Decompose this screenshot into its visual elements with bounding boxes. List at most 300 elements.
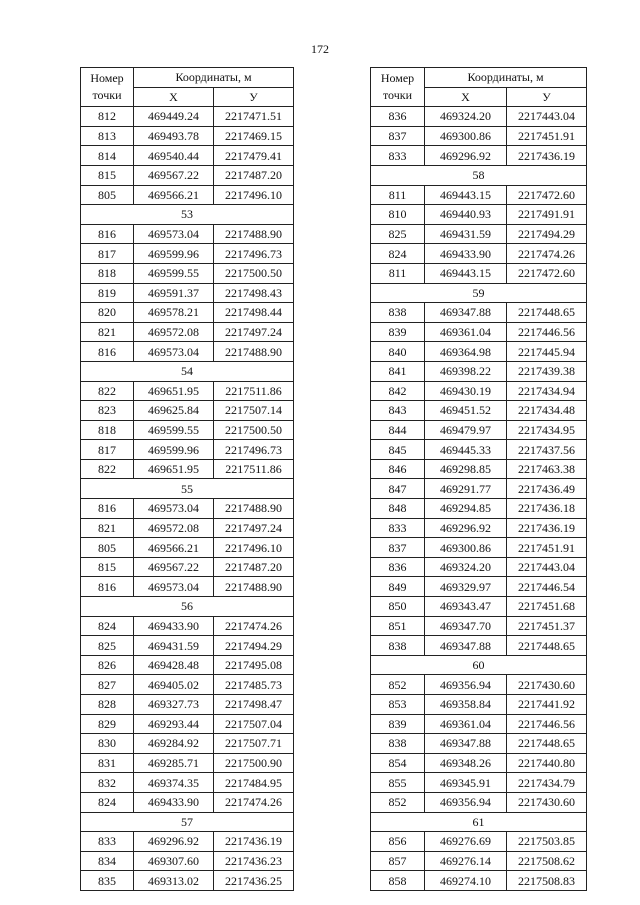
x-coordinate-cell: 469300.86 <box>425 126 507 146</box>
section-row <box>81 361 294 381</box>
point-number-cell: 824 <box>81 792 134 812</box>
y-coordinate-cell: 2217507.14 <box>214 401 294 421</box>
x-coordinate-cell: 469433.90 <box>134 616 214 636</box>
point-number-cell: 825 <box>371 224 425 244</box>
x-coordinate-cell: 469449.24 <box>134 107 214 127</box>
x-header: X <box>425 87 507 107</box>
section-row <box>371 655 587 675</box>
point-number-cell: 847 <box>371 479 425 499</box>
point-number-cell: 826 <box>81 655 134 675</box>
table-row <box>81 616 294 636</box>
table-row <box>81 146 294 166</box>
table-row <box>81 695 294 715</box>
table-row <box>371 440 587 460</box>
point-number-cell: 824 <box>81 616 134 636</box>
point-number-cell: 844 <box>371 420 425 440</box>
table-row <box>81 303 294 323</box>
section-row <box>371 283 587 303</box>
x-coordinate-cell: 469428.48 <box>134 655 214 675</box>
y-coordinate-cell: 2217508.83 <box>507 871 587 891</box>
x-coordinate-cell: 469443.15 <box>425 263 507 283</box>
section-number: 57 <box>81 812 294 832</box>
table-row <box>371 381 587 401</box>
y-coordinate-cell: 2217451.37 <box>507 616 587 636</box>
point-number-cell: 837 <box>371 538 425 558</box>
y-coordinate-cell: 2217496.73 <box>214 244 294 264</box>
table-row <box>371 871 587 891</box>
x-coordinate-cell: 469651.95 <box>134 459 214 479</box>
x-coordinate-cell: 469361.04 <box>425 714 507 734</box>
point-number-header: Номер точки <box>81 68 134 107</box>
table-row <box>371 107 587 127</box>
x-coordinate-cell: 469599.96 <box>134 440 214 460</box>
point-number-header: Номер точки <box>371 68 425 107</box>
y-coordinate-cell: 2217448.65 <box>507 734 587 754</box>
y-coordinate-cell: 2217434.95 <box>507 420 587 440</box>
point-number-cell: 837 <box>371 126 425 146</box>
x-coordinate-cell: 469294.85 <box>425 499 507 519</box>
point-number-cell: 818 <box>81 420 134 440</box>
x-coordinate-cell: 469298.85 <box>425 459 507 479</box>
point-number-cell: 823 <box>81 401 134 421</box>
table-row <box>81 440 294 460</box>
point-number-cell: 830 <box>81 734 134 754</box>
y-coordinate-cell: 2217479.41 <box>214 146 294 166</box>
section-row <box>371 812 587 832</box>
x-coordinate-cell: 469285.71 <box>134 753 214 773</box>
table-row <box>371 401 587 421</box>
section-number: 56 <box>81 597 294 617</box>
y-coordinate-cell: 2217496.10 <box>214 538 294 558</box>
table-row <box>371 244 587 264</box>
point-number-cell: 815 <box>81 557 134 577</box>
section-number: 54 <box>81 361 294 381</box>
table-row <box>371 518 587 538</box>
coordinates-header: Координаты, м <box>425 68 587 88</box>
y-coordinate-cell: 2217434.48 <box>507 401 587 421</box>
x-coordinate-cell: 469284.92 <box>134 734 214 754</box>
x-coordinate-cell: 469398.22 <box>425 361 507 381</box>
y-coordinate-cell: 2217443.04 <box>507 107 587 127</box>
point-number-cell: 825 <box>81 636 134 656</box>
y-coordinate-cell: 2217495.08 <box>214 655 294 675</box>
y-coordinate-cell: 2217448.65 <box>507 303 587 323</box>
table-row <box>371 146 587 166</box>
point-number-cell: 845 <box>371 440 425 460</box>
point-number-cell: 853 <box>371 695 425 715</box>
point-number-cell: 851 <box>371 616 425 636</box>
table-row <box>81 263 294 283</box>
point-number-cell: 832 <box>81 773 134 793</box>
x-coordinate-cell: 469356.94 <box>425 675 507 695</box>
table-row <box>81 832 294 852</box>
point-number-cell: 805 <box>81 185 134 205</box>
x-coordinate-cell: 469347.88 <box>425 734 507 754</box>
y-header: У <box>214 87 294 107</box>
y-coordinate-cell: 2217488.90 <box>214 224 294 244</box>
point-number-cell: 838 <box>371 636 425 656</box>
point-number-cell: 822 <box>81 381 134 401</box>
point-number-cell: 838 <box>371 303 425 323</box>
section-number: 55 <box>81 479 294 499</box>
table-row <box>81 851 294 871</box>
x-coordinate-cell: 469451.52 <box>425 401 507 421</box>
y-coordinate-cell: 2217488.90 <box>214 577 294 597</box>
table-row <box>81 381 294 401</box>
x-coordinate-cell: 469572.08 <box>134 322 214 342</box>
y-coordinate-cell: 2217497.24 <box>214 322 294 342</box>
table-row <box>81 714 294 734</box>
y-coordinate-cell: 2217498.43 <box>214 283 294 303</box>
table-row <box>81 734 294 754</box>
y-coordinate-cell: 2217491.91 <box>507 205 587 225</box>
point-number-cell: 817 <box>81 244 134 264</box>
table-row <box>81 518 294 538</box>
table-row <box>371 695 587 715</box>
y-coordinate-cell: 2217500.50 <box>214 263 294 283</box>
x-coordinate-cell: 469405.02 <box>134 675 214 695</box>
table-row <box>81 459 294 479</box>
x-coordinate-cell: 469578.21 <box>134 303 214 323</box>
point-number-cell: 854 <box>371 753 425 773</box>
y-coordinate-cell: 2217496.10 <box>214 185 294 205</box>
y-coordinate-cell: 2217498.44 <box>214 303 294 323</box>
table-row <box>371 832 587 852</box>
x-coordinate-cell: 469300.86 <box>425 538 507 558</box>
table-row <box>81 342 294 362</box>
table-row <box>81 538 294 558</box>
table-row <box>371 342 587 362</box>
y-coordinate-cell: 2217451.91 <box>507 126 587 146</box>
point-number-cell: 820 <box>81 303 134 323</box>
table-row <box>81 322 294 342</box>
table-row <box>371 205 587 225</box>
y-coordinate-cell: 2217430.60 <box>507 675 587 695</box>
x-coordinate-cell: 469364.98 <box>425 342 507 362</box>
y-coordinate-cell: 2217474.26 <box>214 616 294 636</box>
table-row <box>81 557 294 577</box>
point-number-cell: 817 <box>81 440 134 460</box>
table-row <box>371 499 587 519</box>
y-coordinate-cell: 2217451.68 <box>507 597 587 617</box>
point-number-cell: 841 <box>371 361 425 381</box>
y-coordinate-cell: 2217441.92 <box>507 695 587 715</box>
y-coordinate-cell: 2217430.60 <box>507 792 587 812</box>
section-row <box>81 812 294 832</box>
y-coordinate-cell: 2217439.38 <box>507 361 587 381</box>
x-coordinate-cell: 469566.21 <box>134 185 214 205</box>
table-row <box>371 126 587 146</box>
point-number-cell: 834 <box>81 851 134 871</box>
x-coordinate-cell: 469433.90 <box>134 792 214 812</box>
section-number: 59 <box>371 283 587 303</box>
table-row <box>81 499 294 519</box>
point-number-cell: 816 <box>81 224 134 244</box>
x-coordinate-cell: 469599.55 <box>134 420 214 440</box>
left-table-body <box>81 107 294 891</box>
x-coordinate-cell: 469296.92 <box>425 518 507 538</box>
y-coordinate-cell: 2217436.19 <box>507 146 587 166</box>
y-coordinate-cell: 2217472.60 <box>507 185 587 205</box>
point-number-cell: 816 <box>81 342 134 362</box>
point-number-cell: 835 <box>81 871 134 891</box>
point-number-cell: 810 <box>371 205 425 225</box>
point-number-cell: 838 <box>371 734 425 754</box>
x-coordinate-cell: 469540.44 <box>134 146 214 166</box>
table-row <box>81 655 294 675</box>
table-row <box>371 714 587 734</box>
coordinates-table-right <box>370 67 587 891</box>
point-number-cell: 833 <box>81 832 134 852</box>
table-row <box>81 773 294 793</box>
y-coordinate-cell: 2217488.90 <box>214 499 294 519</box>
table-row <box>371 538 587 558</box>
x-coordinate-cell: 469567.22 <box>134 557 214 577</box>
x-coordinate-cell: 469324.20 <box>425 557 507 577</box>
x-coordinate-cell: 469276.69 <box>425 832 507 852</box>
y-coordinate-cell: 2217448.65 <box>507 636 587 656</box>
table-row <box>81 283 294 303</box>
y-coordinate-cell: 2217446.56 <box>507 714 587 734</box>
point-number-cell: 836 <box>371 557 425 577</box>
table-row <box>371 479 587 499</box>
x-coordinate-cell: 469431.59 <box>425 224 507 244</box>
x-coordinate-cell: 469572.08 <box>134 518 214 538</box>
x-coordinate-cell: 469347.88 <box>425 303 507 323</box>
point-number-cell: 842 <box>371 381 425 401</box>
table-row <box>371 734 587 754</box>
table-row <box>371 322 587 342</box>
x-coordinate-cell: 469625.84 <box>134 401 214 421</box>
x-coordinate-cell: 469348.26 <box>425 753 507 773</box>
x-coordinate-cell: 469433.90 <box>425 244 507 264</box>
point-number-cell: 811 <box>371 263 425 283</box>
x-coordinate-cell: 469296.92 <box>425 146 507 166</box>
point-number-cell: 850 <box>371 597 425 617</box>
y-coordinate-cell: 2217494.29 <box>507 224 587 244</box>
point-number-cell: 812 <box>81 107 134 127</box>
point-number-cell: 818 <box>81 263 134 283</box>
table-row <box>371 303 587 323</box>
y-coordinate-cell: 2217472.60 <box>507 263 587 283</box>
x-coordinate-cell: 469356.94 <box>425 792 507 812</box>
x-coordinate-cell: 469479.97 <box>425 420 507 440</box>
table-row <box>371 675 587 695</box>
x-coordinate-cell: 469651.95 <box>134 381 214 401</box>
y-coordinate-cell: 2217496.73 <box>214 440 294 460</box>
y-coordinate-cell: 2217436.19 <box>214 832 294 852</box>
table-row <box>371 361 587 381</box>
point-number-cell: 843 <box>371 401 425 421</box>
x-coordinate-cell: 469443.15 <box>425 185 507 205</box>
x-coordinate-cell: 469296.92 <box>134 832 214 852</box>
table-row <box>81 792 294 812</box>
y-coordinate-cell: 2217487.20 <box>214 165 294 185</box>
x-coordinate-cell: 469591.37 <box>134 283 214 303</box>
y-coordinate-cell: 2217503.85 <box>507 832 587 852</box>
x-coordinate-cell: 469573.04 <box>134 577 214 597</box>
y-coordinate-cell: 2217446.54 <box>507 577 587 597</box>
table-row <box>81 577 294 597</box>
y-coordinate-cell: 2217507.04 <box>214 714 294 734</box>
section-number: 61 <box>371 812 587 832</box>
table-row <box>81 185 294 205</box>
x-coordinate-cell: 469440.93 <box>425 205 507 225</box>
x-coordinate-cell: 469445.33 <box>425 440 507 460</box>
y-coordinate-cell: 2217436.23 <box>214 851 294 871</box>
point-number-cell: 822 <box>81 459 134 479</box>
table-row <box>371 636 587 656</box>
coordinates-header: Координаты, м <box>134 68 294 88</box>
point-number-cell: 839 <box>371 714 425 734</box>
x-coordinate-cell: 469343.47 <box>425 597 507 617</box>
table-row <box>371 577 587 597</box>
x-coordinate-cell: 469327.73 <box>134 695 214 715</box>
y-coordinate-cell: 2217511.86 <box>214 459 294 479</box>
y-coordinate-cell: 2217434.79 <box>507 773 587 793</box>
x-coordinate-cell: 469276.14 <box>425 851 507 871</box>
point-number-cell: 858 <box>371 871 425 891</box>
x-coordinate-cell: 469347.88 <box>425 636 507 656</box>
y-coordinate-cell: 2217469.15 <box>214 126 294 146</box>
table-row <box>371 263 587 283</box>
y-coordinate-cell: 2217436.25 <box>214 871 294 891</box>
x-coordinate-cell: 469313.02 <box>134 871 214 891</box>
y-coordinate-cell: 2217436.49 <box>507 479 587 499</box>
section-row <box>81 205 294 225</box>
section-number: 53 <box>81 205 294 225</box>
y-coordinate-cell: 2217436.18 <box>507 499 587 519</box>
coordinates-table-left <box>80 67 294 891</box>
point-number-cell: 815 <box>81 165 134 185</box>
point-number-cell: 814 <box>81 146 134 166</box>
point-number-cell: 811 <box>371 185 425 205</box>
point-number-cell: 852 <box>371 675 425 695</box>
point-number-cell: 813 <box>81 126 134 146</box>
y-coordinate-cell: 2217446.56 <box>507 322 587 342</box>
table-row <box>371 773 587 793</box>
x-coordinate-cell: 469573.04 <box>134 342 214 362</box>
point-number-cell: 828 <box>81 695 134 715</box>
table-row <box>81 420 294 440</box>
x-coordinate-cell: 469573.04 <box>134 499 214 519</box>
x-coordinate-cell: 469599.96 <box>134 244 214 264</box>
y-coordinate-cell: 2217474.26 <box>214 792 294 812</box>
table-row <box>371 753 587 773</box>
page-number: 172 <box>311 42 329 56</box>
y-coordinate-cell: 2217436.19 <box>507 518 587 538</box>
table-row <box>81 224 294 244</box>
y-coordinate-cell: 2217487.20 <box>214 557 294 577</box>
y-coordinate-cell: 2217434.94 <box>507 381 587 401</box>
table-row <box>81 753 294 773</box>
x-coordinate-cell: 469274.10 <box>425 871 507 891</box>
table-row <box>371 597 587 617</box>
x-coordinate-cell: 469374.35 <box>134 773 214 793</box>
y-coordinate-cell: 2217500.90 <box>214 753 294 773</box>
table-row <box>81 165 294 185</box>
y-coordinate-cell: 2217471.51 <box>214 107 294 127</box>
point-number-cell: 856 <box>371 832 425 852</box>
point-number-cell: 855 <box>371 773 425 793</box>
y-coordinate-cell: 2217508.62 <box>507 851 587 871</box>
table-row <box>371 459 587 479</box>
y-coordinate-cell: 2217443.04 <box>507 557 587 577</box>
point-number-cell: 816 <box>81 499 134 519</box>
point-number-cell: 849 <box>371 577 425 597</box>
section-number: 60 <box>371 655 587 675</box>
point-number-cell: 840 <box>371 342 425 362</box>
y-coordinate-cell: 2217497.24 <box>214 518 294 538</box>
y-coordinate-cell: 2217485.73 <box>214 675 294 695</box>
x-coordinate-cell: 469361.04 <box>425 322 507 342</box>
point-number-cell: 831 <box>81 753 134 773</box>
point-number-cell: 848 <box>371 499 425 519</box>
table-row <box>371 851 587 871</box>
point-number-cell: 824 <box>371 244 425 264</box>
section-number: 58 <box>371 165 587 185</box>
x-coordinate-cell: 469293.44 <box>134 714 214 734</box>
y-coordinate-cell: 2217474.26 <box>507 244 587 264</box>
y-coordinate-cell: 2217484.95 <box>214 773 294 793</box>
y-coordinate-cell: 2217440.80 <box>507 753 587 773</box>
y-coordinate-cell: 2217494.29 <box>214 636 294 656</box>
y-header: У <box>507 87 587 107</box>
point-number-cell: 839 <box>371 322 425 342</box>
point-number-cell: 821 <box>81 322 134 342</box>
table-row <box>371 792 587 812</box>
point-number-cell: 833 <box>371 146 425 166</box>
point-number-cell: 846 <box>371 459 425 479</box>
table-row <box>81 107 294 127</box>
x-coordinate-cell: 469329.97 <box>425 577 507 597</box>
x-coordinate-cell: 469566.21 <box>134 538 214 558</box>
point-number-cell: 836 <box>371 107 425 127</box>
x-coordinate-cell: 469345.91 <box>425 773 507 793</box>
x-header: X <box>134 87 214 107</box>
point-number-cell: 819 <box>81 283 134 303</box>
point-number-cell: 833 <box>371 518 425 538</box>
table-row <box>81 401 294 421</box>
x-coordinate-cell: 469493.78 <box>134 126 214 146</box>
table-row <box>371 185 587 205</box>
x-coordinate-cell: 469573.04 <box>134 224 214 244</box>
x-coordinate-cell: 469567.22 <box>134 165 214 185</box>
table-row <box>81 675 294 695</box>
y-coordinate-cell: 2217437.56 <box>507 440 587 460</box>
table-row <box>81 244 294 264</box>
x-coordinate-cell: 469431.59 <box>134 636 214 656</box>
table-row <box>371 557 587 577</box>
y-coordinate-cell: 2217511.86 <box>214 381 294 401</box>
section-row <box>81 479 294 499</box>
point-number-cell: 827 <box>81 675 134 695</box>
y-coordinate-cell: 2217500.50 <box>214 420 294 440</box>
table-row <box>81 636 294 656</box>
point-number-cell: 829 <box>81 714 134 734</box>
section-row <box>371 165 587 185</box>
table-row <box>371 420 587 440</box>
x-coordinate-cell: 469358.84 <box>425 695 507 715</box>
table-row <box>81 126 294 146</box>
point-number-cell: 857 <box>371 851 425 871</box>
point-number-cell: 816 <box>81 577 134 597</box>
x-coordinate-cell: 469307.60 <box>134 851 214 871</box>
y-coordinate-cell: 2217451.91 <box>507 538 587 558</box>
x-coordinate-cell: 469599.55 <box>134 263 214 283</box>
y-coordinate-cell: 2217463.38 <box>507 459 587 479</box>
x-coordinate-cell: 469347.70 <box>425 616 507 636</box>
